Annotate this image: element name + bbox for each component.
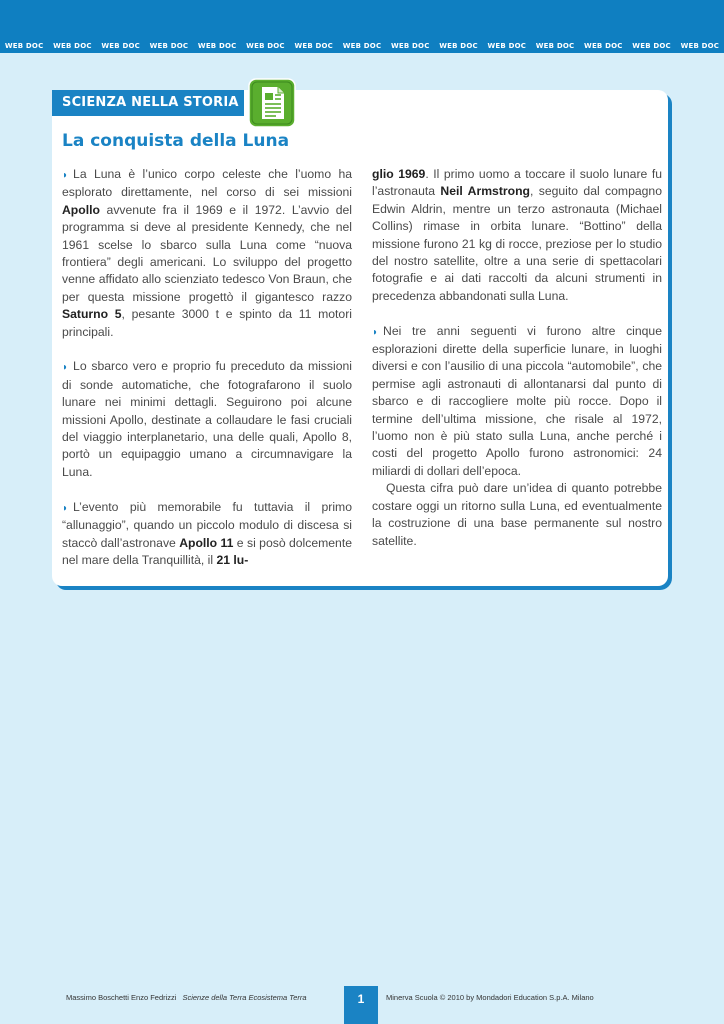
document-icon (248, 78, 296, 128)
web-doc-tab[interactable]: WEB DOC (584, 42, 623, 50)
paragraph-4: ◗ Nei tre anni seguenti vi furono altre cinque esplorazioni dirette della superficie lunare, in luoghi diversi e con l’ausilio di una piccola “automobile”, che permise agli astronauti di allontanarsi dal punto di sbarco e di raccogliere molte più rocce. Dopo il termine dell’ultima missione, che risale al 1972, l’uomo non è più stato sulla Luna, anche perché i costi del progetto Apollo furono astronomici: 24 miliardi di dollari dell’epoca. (372, 323, 662, 478)
text-column-right (372, 166, 662, 550)
paragraph-2: ◗ Lo sbarco vero e proprio fu preceduto da missioni di sonde automatiche, che fotografarono il suolo lunare nei minimi dettagli. Seguirono poi alcune missioni Apollo, destinate a collaudare le fasi cruciali del viaggio interplanetario, una delle quali, Apollo 8, portò un equipaggio umano a circumnavigare la Luna. (62, 359, 352, 479)
web-doc-tab[interactable]: WEB DOC (535, 42, 575, 50)
web-doc-tab[interactable]: WEB DOC (197, 42, 237, 50)
web-doc-tab[interactable]: WEB DOC (294, 42, 334, 50)
paragraph-1: ◗ La Luna è l’unico corpo celeste che l’uomo ha esplorato direttamente, nel corso di sei missioni Apollo avvenute fra il 1969 e il 1972. L’avvio del programma si deve al presidente Kennedy, che nel 1961 scelse lo sbarco sulla Luna come “nuova frontiera” degli americani. Lo sviluppo del progetto venne affidato allo scienziato tedesco Von Braun, che per questa missione progettò il gigantesco razzo Saturno 5, pesante 3000 t e spinto da 11 motori principali. (62, 167, 352, 339)
web-doc-tab[interactable]: WEB DOC (439, 42, 478, 50)
article-title: La conquista della Luna (62, 131, 290, 151)
bullet-icon: ◗ (62, 362, 69, 374)
footer-credits (66, 993, 307, 1002)
text-column-left (62, 166, 352, 569)
web-doc-tab[interactable]: WEB DOC (101, 42, 140, 50)
web-doc-tab[interactable]: WEB DOC (487, 42, 527, 50)
paragraph-3-start: ◗ L’evento più memorabile fu tuttavia il primo “allunaggio”, quando un piccolo modulo di discesa si staccò dall’astronave Apollo 11 e si posò dolcemente nel mare della Tranquillità, il 21 lu- (62, 499, 352, 567)
web-doc-tab[interactable]: WEB DOC (342, 42, 382, 50)
section-label-text: SCIENZA NELLA STORIA (62, 95, 239, 110)
bullet-icon: ◗ (62, 502, 69, 514)
footer-book-title: Scienze della Terra Ecosistema Terra (182, 993, 307, 1002)
section-label (52, 90, 244, 116)
page-number: 1 (344, 986, 378, 1024)
web-doc-tab[interactable]: WEB DOC (390, 42, 430, 50)
web-doc-tab[interactable]: WEB DOC (149, 42, 189, 50)
header-labels (0, 42, 724, 50)
paragraph-5: Questa cifra può dare un’idea di quanto potrebbe costare oggi un ritorno sulla Luna, ed eventualmente la costruzione di una base permanente sul nostro satellite. (372, 481, 662, 548)
footer-publisher: Minerva Scuola © 2010 by Mondadori Education S.p.A. Milano (386, 993, 594, 1002)
bullet-icon: ◗ (372, 326, 379, 338)
footer-authors: Massimo Boschetti Enzo Fedrizzi (66, 993, 177, 1002)
header-bar (0, 0, 724, 53)
web-doc-tab[interactable]: WEB DOC (4, 42, 44, 50)
page-footer (0, 986, 724, 1024)
paragraph-3-continued: glio 1969. Il primo uomo a toccare il suolo lunare fu l’astronauta Neil Armstrong, seguito dal compagno Edwin Aldrin, mentre un terzo astronauta (Michael Collins) rimase in orbita lunare. “Bottino” della missione furono 21 kg di rocce, preziose per lo studio del nostro satellite, oltre a una serie di spettacolari fotografie e ai dati raccolti da alcuni strumenti in precedenza abbandonati sulla Luna. (372, 167, 662, 303)
web-doc-tab[interactable]: WEB DOC (632, 42, 671, 50)
web-doc-tab[interactable]: WEB DOC (53, 42, 92, 50)
bullet-icon: ◗ (62, 170, 69, 181)
web-doc-tab[interactable]: WEB DOC (680, 42, 720, 50)
web-doc-tab[interactable]: WEB DOC (246, 42, 285, 50)
